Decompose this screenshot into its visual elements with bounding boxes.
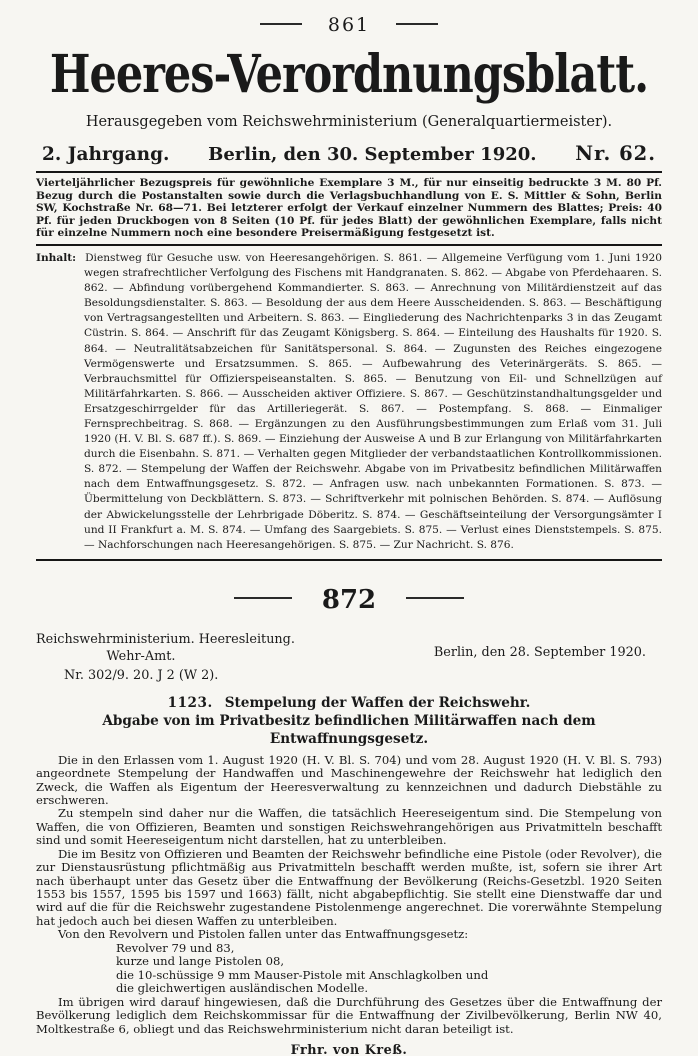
dash-rule-right-872 [406, 597, 464, 599]
issuer-ministry: Reichswehrministerium. Heeresleitung. [36, 631, 295, 647]
list-item: kurze und lange Pistolen 08, [116, 954, 285, 969]
section-page-number [36, 585, 662, 615]
contents-label: Inhalt: [36, 251, 77, 264]
article-header [36, 631, 662, 684]
contents-block [36, 251, 662, 553]
decree-subtitle: Abgabe von im Privatbesitz befindlichen Militärwaffen nach dem Entwaffnungsgesetz. [102, 712, 596, 747]
dash-rule-left-872 [234, 597, 292, 599]
list-intro: Von den Revolvern und Pistolen fallen unter das Entwaffnungsgesetz: [58, 927, 469, 942]
signature-block [36, 1043, 662, 1056]
volume-label: 2. Jahrgang. [42, 144, 170, 165]
page-number-header [36, 14, 662, 36]
divider-rule-top [36, 171, 662, 173]
paragraph: Die in den Erlassen vom 1. August 1920 (H. V. Bl. S. 704) und vom 28. August 1920 (H. V. Bl. S. 793) angeordnete Stempelung der Handwaffen und Maschinengewehre der Reichswehr hat lediglich den Zweck, die Waffen als Eigentum der Heeresverwaltung zu kennzeichnen und dadurch Diebstähle zu erschweren. [36, 752, 662, 808]
contents-text: Dienstweg für Gesuche usw. von Heeresangehörigen. S. 861. — Allgemeine Verfügung vom 1. Juni 1920 wegen strafrechtlicher Verfolgung des Fischens mit Handgranaten. S. 862. — Abgabe von Pferdehaaren. S. 862. — Abfindung vorübergehend Kommandierter. S. 863. — Anrechnung von Militärdienstzeit auf das Besoldungsdienstalter. S. 863. — Besoldung der aus dem Heere Ausscheidenden. S. 863. — Beschäftigung von Vertragsangestellten und Arbeitern. S. 863. — Eingliederung des Nachrichtenparks 3 in das Zeugamt Cüstrin. S. 864. — Anschrift für das Zeugamt Königsberg. S. 864. — Einteilung des Haushalts für 1920. S. 864. — Neutralitätsabzeichen für Sanitätspersonal. S. 864. — Zugunsten des Reiches eingezogene Vermögenswerte und Ersatzsummen. S. 865. — Aufbewahrung des Veterinärgeräts. S. 865. — Verbrauchsmittel für Offizierspeiseanstalten. S. 865. — Benutzung von Eil- und Schnellzügen auf Militärfahrkarten. S. 866. — Ausscheiden aktiver Offiziere. S. 867. — Geschützinstandhaltungsgelder und Ersatzgeschirrgelder für das Artilleriegerät. S. 867. — Postempfang. S. 868. — Einmaliger Fernsprechbeitrag. S. 868. — Ergänzungen zu den Ausführungsbestimmungen zum Erlaß vom 31. Juli 1920 (H. V. Bl. S. 687 ff.). S. 869. — Einziehung der Ausweise A und B zur Erlangung von Militärfahrkarten durch die Eisenbahn. S. 871. — Verhalten gegen Mitglieder der verbandstaatlichen Kontrollkommissionen. S. 872. — Stempelung der Waffen der Reichswehr. Abgabe von im Privatbesitz befindlichen Militärwaffen nach dem Entwaffnungsgesetz. S. 872. — Anfragen usw. nach unbekannten Formationen. S. 873. — Übermittelung von Deckblättern. S. 873. — Schriftverkehr mit polnischen Behörden. S. 874. — Auflösung der Abwickelungsstelle der Lehrbrigade Döberitz. S. 874. — Geschäftseinteilung der Versorgungsämter I und II Frankfurt a. M. S. 874. — Umfang des Saargebiets. S. 875. — Verlust eines Dienststempels. S. 875. — Nachforschungen nach Heeresangehörigen. S. 875. — Zur Nachricht. S. 876. [84, 251, 662, 551]
decree-title-line [36, 694, 662, 712]
masthead-subtitle: Herausgegeben vom Reichswehrministerium (Generalquartiermeister). [85, 114, 613, 130]
issuer-office: Wehr-Amt. [106, 648, 176, 664]
dash-rule-left [260, 23, 302, 25]
list-item: die gleichwertigen ausländischen Modelle. [116, 981, 369, 996]
decree-number: 1123. [167, 694, 213, 711]
decree-body [36, 754, 662, 1036]
closing-paragraph: Im übrigen wird darauf hingewiesen, daß die Durchführung des Gesetzes über die Entwaffnung der Bevölkerung lediglich dem Reichskommissar für die Entwaffnung der Zivilbevölkerung, Berlin NW 40, Moltkestraße 6, obliegt und das Reichswehrministerium nicht daran beteiligt ist. [36, 994, 662, 1036]
paragraph: Die im Besitz von Offizieren und Beamten der Reichswehr befindliche eine Pistole (oder Revolver), die zur Dienstausrüstung pflichtmäßig aus Privatmitteln beschafft werden mußte, ist, sofern sie ihrer Art nach überhaupt unter das Gesetz über die Entwaffnung der Bevölkerung (Reichs-Gesetzbl. 1920 Seiten 1553 bis 1557, 1595 bis 1597 und 1663) fällt, nicht abgabepflichtig. Sie stellt eine Dienstwaffe dar und wird auf die für die Reichswehr zugestandene Pistolenmenge angerechnet. Die vorerwähnte Stempelung hat jedoch auch bei diesen Waffen zu unterbleiben. [36, 846, 662, 928]
decree-title: Stempelung der Waffen der Reichswehr. [224, 694, 531, 711]
file-number: Nr. 302/9. 20. J 2 (W 2). [64, 667, 219, 683]
signature-name: Frhr. von Kreß. [290, 1043, 408, 1056]
top-page-number: 861 [327, 14, 371, 36]
issue-line [42, 142, 656, 165]
weapons-list [36, 942, 662, 996]
place-date: Berlin, den 28. September 1920. [433, 644, 646, 660]
dash-rule-right [396, 23, 438, 25]
issue-date: Berlin, den 30. September 1920. [208, 144, 537, 165]
issue-number: Nr. 62. [575, 142, 656, 165]
divider-rule-mid [36, 244, 662, 246]
divider-rule-bottom [36, 559, 662, 561]
masthead-title: Heeres-Verordnungsblatt. [49, 44, 649, 106]
subscription-notice: Vierteljährlicher Bezugspreis für gewöhnliche Exemplare 3 M., für nur einseitig bedruckte 3 M. 80 Pf. Bezug durch die Postanstalten sowie durch die Verlagsbuchhandlung von E. S. Mittler & Sohn, Berlin SW, Kochstraße Nr. 68—71. Bei letzterer erfolgt der Verkauf einzelner Nummern des Blattes; Preis: 40 Pf. für jeden Druckbogen von 8 Seiten (10 Pf. für jedes Blatt) der gewöhnlichen Exemplare, falls nicht für einzelne Nummern noch eine besondere Preisermäßigung festgesetzt ist. [36, 177, 662, 240]
mid-page-number: 872 [321, 584, 377, 615]
issuer-block [36, 631, 295, 684]
list-item: Revolver 79 und 83, [116, 940, 235, 955]
decree-heading [36, 694, 662, 748]
paragraph: Zu stempeln sind daher nur die Waffen, die tatsächlich Heereseigentum sind. Die Stempelung von Waffen, die von Offizieren, Beamten und sonstigen Reichswehrangehörigen aus Privatmitteln beschafft sind und somit Heereseigentum nicht darstellen, hat zu unterbleiben. [36, 806, 662, 848]
list-item: die 10-schüssige 9 mm Mauser-Pistole mit Anschlagkolben und [116, 967, 489, 982]
